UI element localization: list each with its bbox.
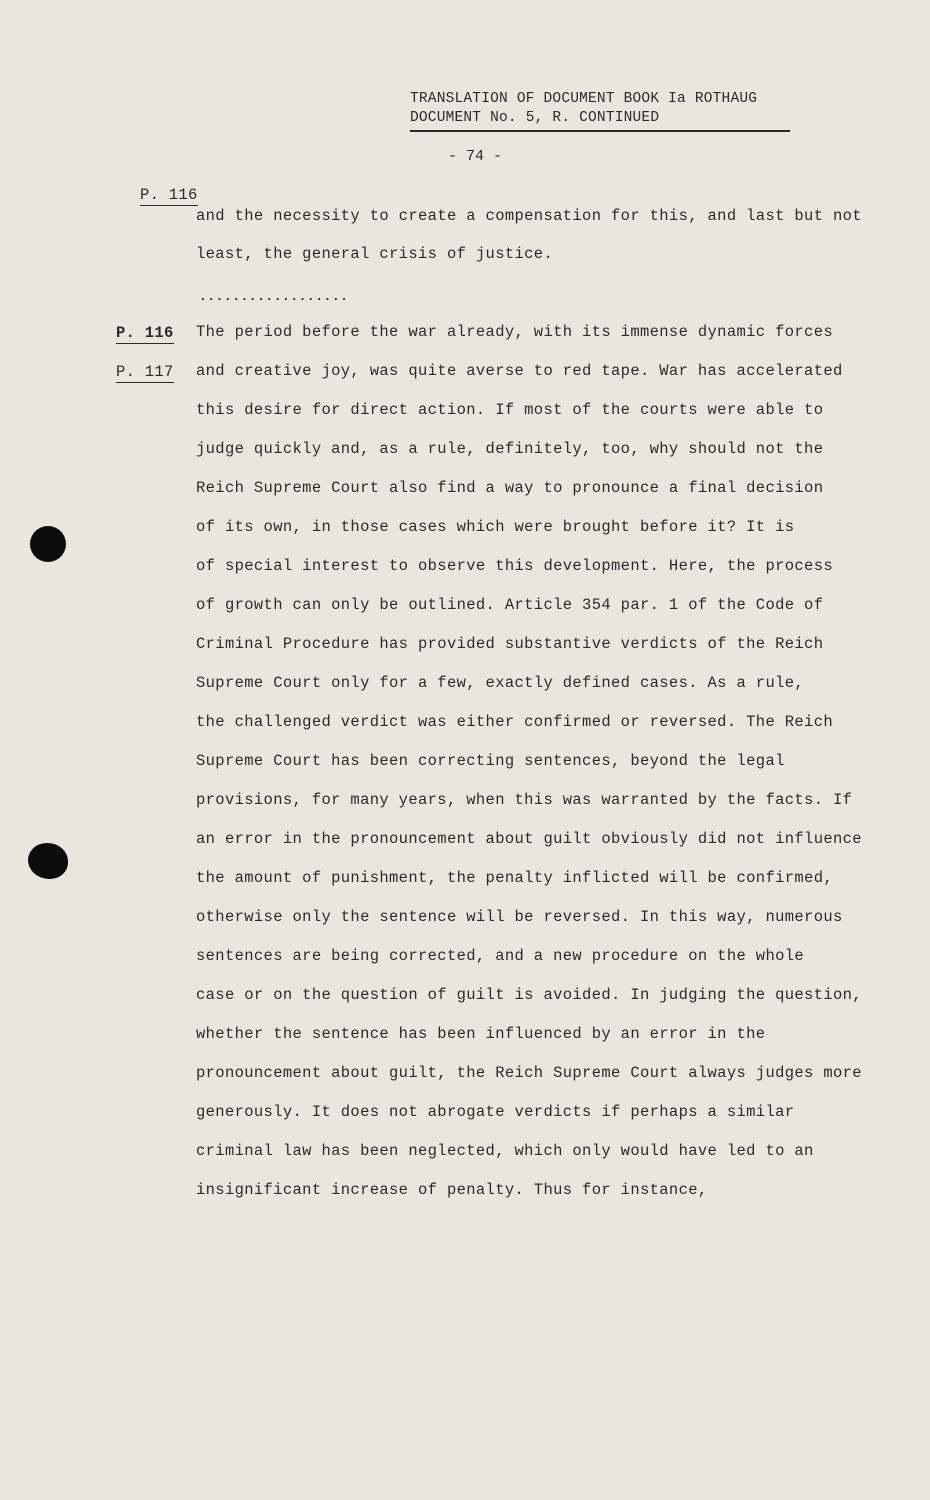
text-line: criminal law has been neglected, which only would have led to an (196, 1142, 814, 1160)
text-line: the challenged verdict was either confirmed or reversed. The Reich (196, 713, 833, 731)
text-line: the amount of punishment, the penalty inflicted will be confirmed, (196, 869, 833, 887)
document-header (410, 90, 795, 132)
text-line: least, the general crisis of justice. (196, 245, 554, 263)
text-line: of growth can only be outlined. Article 354 par. 1 of the Code of (196, 596, 824, 614)
text-line: Reich Supreme Court also find a way to pronounce a final decision (196, 479, 824, 497)
punch-hole (28, 843, 68, 879)
text-line: Supreme Court has been correcting sentences, beyond the legal (196, 752, 785, 770)
text-line: whether the sentence has been influenced by an error in the (196, 1025, 766, 1043)
text-line: otherwise only the sentence will be reversed. In this way, numerous (196, 908, 843, 926)
section-separator: .................. (199, 289, 349, 304)
margin-reference: P. 116 (140, 186, 198, 204)
text-line: this desire for direct action. If most of the courts were able to (196, 401, 824, 419)
text-line: and the necessity to create a compensation for this, and last but not (196, 207, 862, 225)
text-line: judge quickly and, as a rule, definitely, too, why should not the (196, 440, 824, 458)
text-line: Criminal Procedure has provided substantive verdicts of the Reich (196, 635, 824, 653)
text-line: and creative joy, was quite averse to red tape. War has accelerated (196, 362, 843, 380)
text-line: Supreme Court only for a few, exactly defined cases. As a rule, (196, 674, 805, 692)
text-line: pronouncement about guilt, the Reich Supreme Court always judges more (196, 1064, 862, 1082)
text-line: case or on the question of guilt is avoided. In judging the question, (196, 986, 862, 1004)
text-line: an error in the pronouncement about guilt obviously did not influence (196, 830, 862, 848)
margin-reference: P. 116 (116, 324, 174, 342)
page-number: - 74 - (448, 148, 503, 165)
text-line: The period before the war already, with its immense dynamic forces (196, 323, 833, 341)
text-line: of special interest to observe this development. Here, the process (196, 557, 833, 575)
text-line: of its own, in those cases which were brought before it? It is (196, 518, 795, 536)
text-line: generously. It does not abrogate verdicts if perhaps a similar (196, 1103, 795, 1121)
margin-reference: P. 117 (116, 363, 174, 381)
text-line: insignificant increase of penalty. Thus for instance, (196, 1181, 708, 1199)
header-subtitle: DOCUMENT No. 5, R. CONTINUED (410, 109, 790, 132)
text-line: provisions, for many years, when this was warranted by the facts. If (196, 791, 853, 809)
punch-hole (30, 526, 66, 562)
header-title: TRANSLATION OF DOCUMENT BOOK Ia ROTHAUG (410, 91, 758, 107)
text-line: sentences are being corrected, and a new procedure on the whole (196, 947, 805, 965)
